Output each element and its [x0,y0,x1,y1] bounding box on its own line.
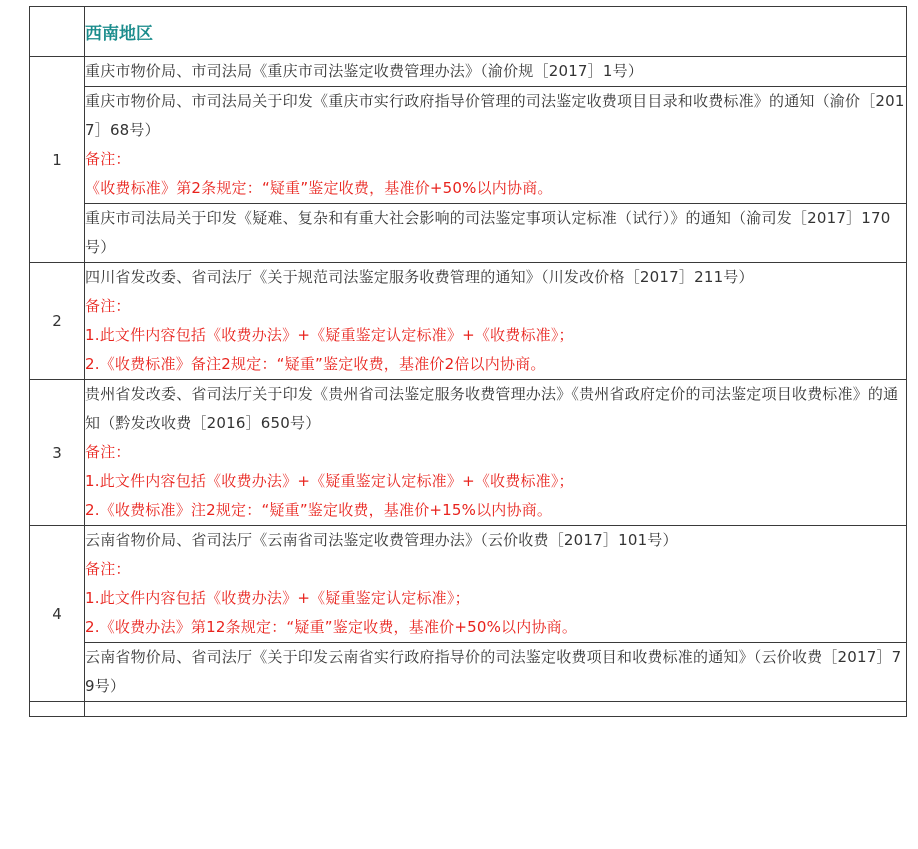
region-header-row [30,7,907,57]
region-header-num-cell [30,7,85,57]
table-row [30,57,907,87]
table-row [30,643,907,702]
document-title: 重庆市物价局、市司法局《重庆市司法鉴定收费管理办法》（渝价规［2017］1号） [85,62,644,80]
fee-regulations-table [29,6,907,717]
document-title: 云南省物价局、省司法厅《云南省司法鉴定收费管理办法》（云价收费［2017］101号） [85,531,678,549]
table-row [30,87,907,204]
note-text: 2.《收费标准》注2规定：“疑重”鉴定收费，基准价+15%以内协商。 [85,501,553,519]
document-title: 重庆市司法局关于印发《疑难、复杂和有重大社会影响的司法鉴定事项认定标准（试行）》的通知（渝司发［2017］170号） [85,209,891,256]
note-text: 2.《收费办法》第12条规定：“疑重”鉴定收费，基准价+50%以内协商。 [85,618,578,636]
table-row-partial [30,702,907,717]
document-entry [85,526,907,643]
note-text: 1.此文件内容包括《收费办法》+《疑重鉴定认定标准》+《收费标准》； [85,326,574,344]
note-text: 2.《收费标准》备注2规定：“疑重”鉴定收费，基准价2倍以内协商。 [85,355,546,373]
document-entry [85,57,907,87]
region-title: 西南地区 [85,7,907,57]
document-entry [85,87,907,204]
row-number: 2 [30,263,85,380]
document-entry [85,702,907,717]
note-label: 备注： [85,560,131,578]
note-label: 备注： [85,297,131,315]
document-title: 云南省物价局、省司法厅《关于印发云南省实行政府指导价的司法鉴定收费项目和收费标准的通知》（云价收费［2017］79号） [85,648,902,695]
table-row [30,380,907,526]
note-text: 《收费标准》第2条规定：“疑重”鉴定收费，基准价+50%以内协商。 [85,179,553,197]
table-row [30,204,907,263]
document-title: 贵州省发改委、省司法厅关于印发《贵州省司法鉴定服务收费管理办法》《贵州省政府定价的司法鉴定项目收费标准》的通知（黔发改收费［2016］650号） [85,385,899,432]
document-entry [85,643,907,702]
note-label: 备注： [85,443,131,461]
row-number: 1 [30,57,85,263]
row-number: 3 [30,380,85,526]
row-number: 4 [30,526,85,702]
document-title: 重庆市物价局、市司法局关于印发《重庆市实行政府指导价管理的司法鉴定收费项目目录和收费标准》的通知（渝价［2017］68号） [85,92,905,139]
note-text: 1.此文件内容包括《收费办法》+《疑重鉴定认定标准》； [85,589,470,607]
row-number [30,702,85,717]
table-row [30,526,907,643]
note-label: 备注： [85,150,131,168]
note-text: 1.此文件内容包括《收费办法》+《疑重鉴定认定标准》+《收费标准》； [85,472,574,490]
document-entry [85,204,907,263]
document-entry [85,263,907,380]
document-title: 四川省发改委、省司法厅《关于规范司法鉴定服务收费管理的通知》（川发改价格［2017］211号） [85,268,754,286]
table-row [30,263,907,380]
document-entry [85,380,907,526]
